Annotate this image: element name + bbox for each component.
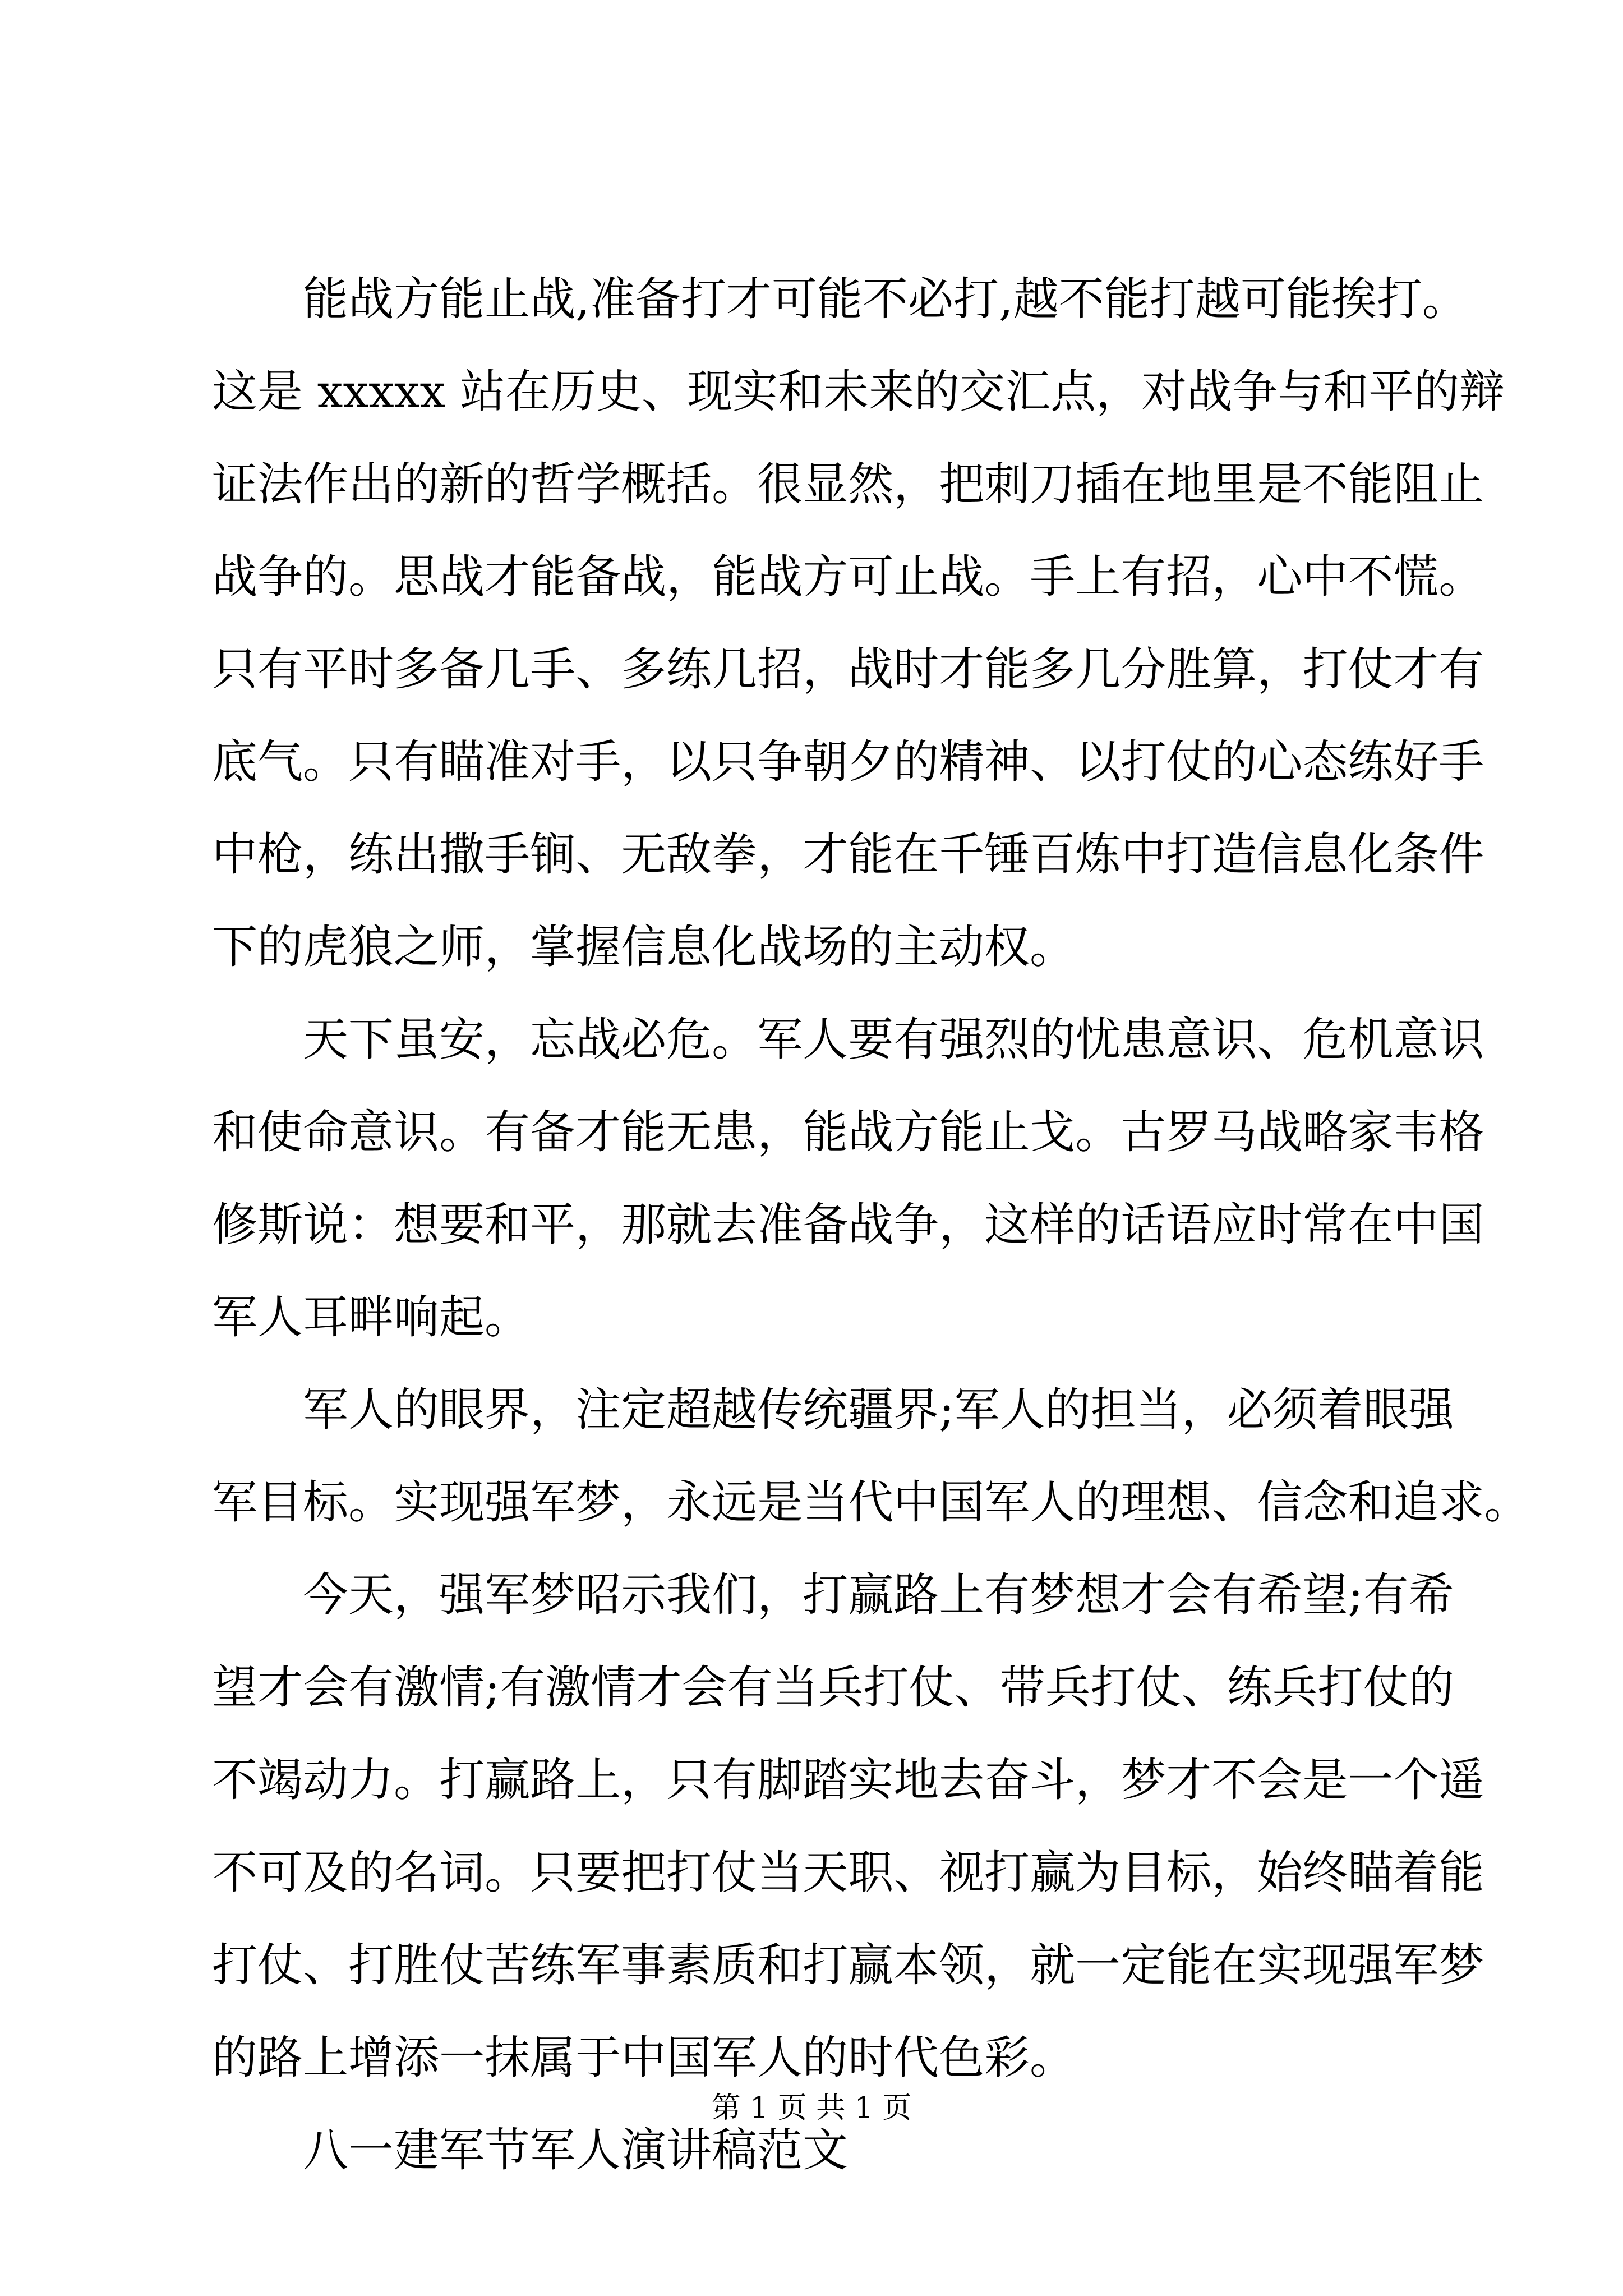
document-body (212, 254, 1530, 2197)
text-line: 战 争 的 。 思 战 才 能 备 战 ， 能 战 方 可 止 战 。 手 上 有 招 ， 心 中 不 慌 。 (212, 551, 1484, 604)
text-line: 能 战 方 能 止 战 , 准 备 打 才 可 能 不 必 打 , 越 不 能 打 越 可 能 挨 打 。 (212, 273, 1468, 326)
text-line: 中 枪 ， 练 出 撒 手 锏 、 无 敌 拳 ， 才 能 在 千 锤 百 炼 中 打 造 信 息 化 条 件 (212, 829, 1484, 881)
text-line: 这 是 x x x x x 站 在 历 史 、 现 实 和 未 来 的 交 汇 点 ， 对 战 争 与 和 平 的 辩 (212, 366, 1505, 418)
text-line: 军人耳畔响起。 (212, 1291, 531, 1344)
text-line: 军 人 的 眼 界 ， 注 定 超 越 传 统 疆 界 ; 军 人 的 担 当 ， 必 须 着 眼 强 (212, 1384, 1454, 1437)
text-line: 今 天 ， 强 军 梦 昭 示 我 们 ， 打 赢 路 上 有 梦 想 才 会 有 希 望 ; 有 希 (212, 1569, 1454, 1622)
text-line: 证 法 作 出 的 新 的 哲 学 概 括 。 很 显 然 ， 把 刺 刀 插 在 地 里 是 不 能 阻 止 (212, 458, 1484, 511)
paragraph (212, 1364, 1530, 1549)
text-line: 不 竭 动 力 。 打 赢 路 上 ， 只 有 脚 踏 实 地 去 奋 斗 ， 梦 才 不 会 是 一 个 遥 (212, 1754, 1484, 1807)
text-line: 不 可 及 的 名 词 。 只 要 把 打 仗 当 天 职 、 视 打 赢 为 目 标 ， 始 终 瞄 着 能 (212, 1847, 1484, 1899)
page-footer: 第 1 页 共 1 页 (711, 2091, 912, 2125)
paragraph (212, 1549, 1484, 2105)
text-line: 底 气 。 只 有 瞄 准 对 手 ， 以 只 争 朝 夕 的 精 神 、 以 打 仗 的 心 态 练 好 手 (212, 736, 1484, 789)
paragraph (212, 994, 1484, 1364)
document-title-line: 八一建军节军人演讲稿范文 (212, 2124, 849, 2177)
text-line: 望 才 会 有 激 情 ; 有 激 情 才 会 有 当 兵 打 仗 、 带 兵 打 仗 、 练 兵 打 仗 的 (212, 1662, 1454, 1714)
text-line: 下的虎狼之师，掌握信息化战场的主动权。 (212, 921, 1076, 974)
text-line: 只 有 平 时 多 备 几 手 、 多 练 几 招 ， 战 时 才 能 多 几 分 胜 算 ， 打 仗 才 有 (212, 643, 1484, 696)
text-line: 军 目 标 。 实 现 强 军 梦 ， 永 远 是 当 代 中 国 军 人 的 理 想 、 信 念 和 追 求 。 (212, 1476, 1530, 1529)
text-line: 天 下 虽 安 ， 忘 战 必 危 。 军 人 要 有 强 烈 的 忧 患 意 识 、 危 机 意 识 (212, 1014, 1484, 1066)
text-line: 的路上增添一抹属于中国军人的时代色彩。 (212, 2032, 1076, 2085)
text-line: 打 仗 、 打 胜 仗 苦 练 军 事 素 质 和 打 赢 本 领 ， 就 一 定 能 在 实 现 强 军 梦 (212, 1939, 1484, 1992)
paragraph (212, 254, 1505, 994)
text-line: 修 斯 说 ： 想 要 和 平 ， 那 就 去 准 备 战 争 ， 这 样 的 话 语 应 时 常 在 中 国 (212, 1199, 1484, 1251)
text-line: 和 使 命 意 识 。 有 备 才 能 无 患 ， 能 战 方 能 止 戈 。 古 罗 马 战 略 家 韦 格 (212, 1106, 1484, 1159)
